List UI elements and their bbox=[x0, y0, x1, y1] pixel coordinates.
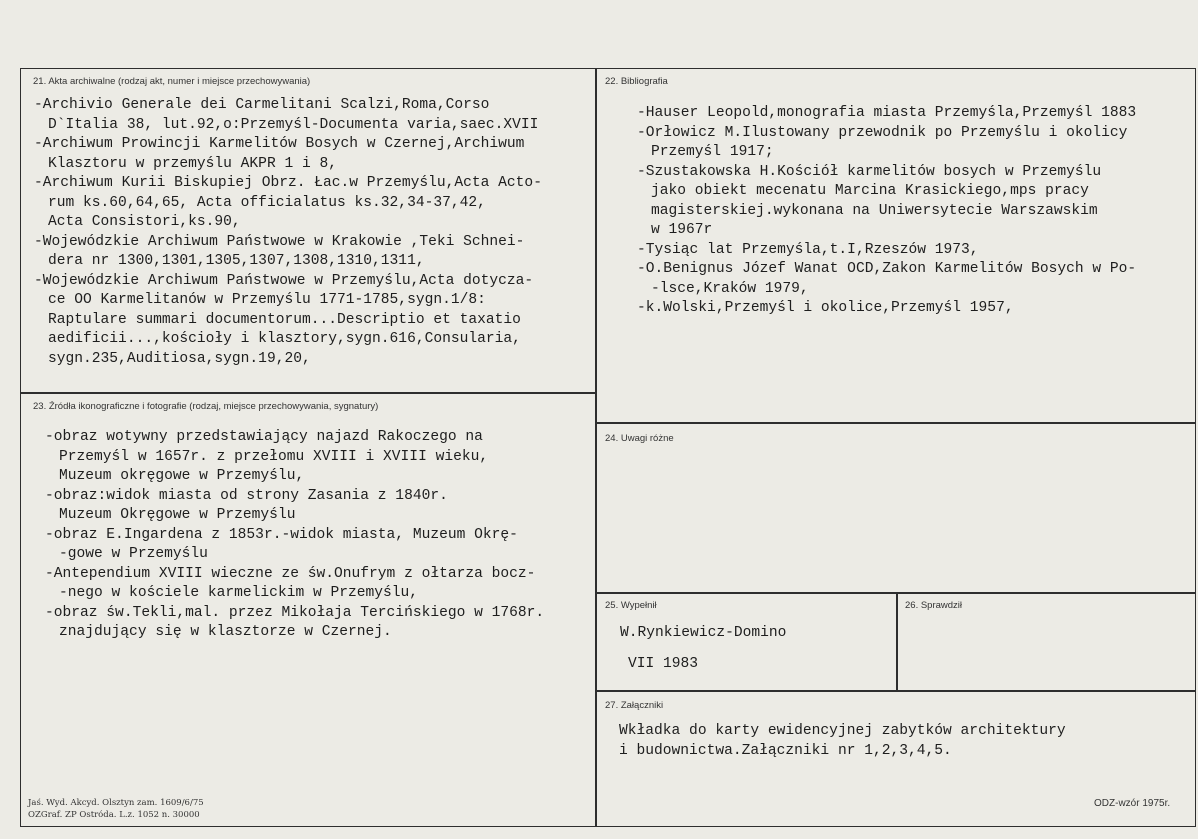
section-25-date: VII 1983 bbox=[628, 656, 699, 672]
text-line: Muzeum Okręgowe w Przemyślu bbox=[59, 507, 296, 523]
section-21-text bbox=[34, 96, 542, 369]
divider-21-23 bbox=[21, 392, 596, 394]
text-line: -Szustakowska H.Kościół karmelitów bosych w Przemyślu bbox=[637, 163, 1102, 180]
divider-22-24 bbox=[596, 422, 1195, 424]
text-line: -Wojewódzkie Archiwum Państwowe w Krakowie ,Teki Schnei- bbox=[34, 233, 525, 250]
text-line: ce OO Karmelitanów w Przemyślu 1771-1785,sygn.1/8: bbox=[48, 292, 486, 308]
text-line: -Orłowicz M.Ilustowany przewodnik po Przemyślu i okolicy bbox=[637, 124, 1128, 141]
section-26-label: 26. Sprawdził bbox=[905, 600, 963, 611]
text-line: aedificii...,kościoły i klasztory,sygn.616,Consularia, bbox=[48, 331, 521, 347]
divider-25-27 bbox=[596, 690, 1195, 692]
section-25-label: 25. Wypełnił bbox=[605, 600, 657, 611]
text-line: -O.Benignus Józef Wanat OCD,Zakon Karmelitów Bosych w Po- bbox=[637, 261, 1137, 277]
text-line: -Archiwum Prowincji Karmelitów Bosych w Czernej,Archiwum bbox=[34, 136, 525, 152]
text-line: Wkładka do karty ewidencyjnej zabytków architektury bbox=[619, 723, 1066, 739]
form-id: ODZ-wzór 1975r. bbox=[1094, 798, 1171, 809]
text-line: -obraz św.Tekli,mal. przez Mikołaja Tercińskiego w 1768r. bbox=[45, 604, 545, 621]
section-23-text bbox=[45, 428, 544, 643]
text-line: -Tysiąc lat Przemyśla,t.I,Rzeszów 1973, bbox=[637, 241, 979, 258]
section-22-text bbox=[637, 104, 1136, 319]
text-line: -k.Wolski,Przemyśl i okolice,Przemyśl 1957, bbox=[637, 300, 1014, 316]
text-line: -obraz E.Ingardena z 1853r.-widok miasta, Muzeum Okrę- bbox=[45, 526, 518, 543]
text-line: -gowe w Przemyślu bbox=[59, 546, 208, 562]
section-23-label: 23. Źródła ikonograficzne i fotografie (rodzaj, miejsce przechowywania, sygnatury) bbox=[33, 401, 379, 412]
text-line: -nego w kościele karmelickim w Przemyślu, bbox=[59, 585, 419, 601]
section-21-label: 21. Akta archiwalne (rodzaj akt, numer i miejsce przechowywania) bbox=[33, 76, 311, 87]
text-line: -obraz:widok miasta od strony Zasania z 1840r. bbox=[45, 487, 448, 504]
text-line: znajdujący się w klasztorze w Czernej. bbox=[59, 624, 392, 640]
text-line: Raptulare summari documentorum...Descriptio et taxatio bbox=[48, 311, 521, 328]
print-info-line-1: Jaś. Wyd. Akcyd. Olsztyn zam. 1609/6/75 bbox=[28, 798, 204, 808]
text-line: -Archivio Generale dei Carmelitani Scalzi,Roma,Corso bbox=[34, 97, 490, 113]
text-line: sygn.235,Auditiosa,sygn.19,20, bbox=[48, 350, 311, 367]
text-line: dera nr 1300,1301,1305,1307,1308,1310,1311, bbox=[48, 253, 425, 269]
text-line: rum ks.60,64,65, Acta officialatus ks.32,34-37,42, bbox=[48, 194, 486, 211]
text-line: -Archiwum Kurii Biskupiej Obrz. Łac.w Przemyślu,Acta Acto- bbox=[34, 175, 542, 191]
text-line: -Antependium XVIII wieczne ze św.Onufrym z ołtarza bocz- bbox=[45, 565, 536, 582]
text-line: Przemyśl 1917; bbox=[651, 144, 774, 160]
text-line: Klasztoru w przemyślu AKPR 1 i 8, bbox=[48, 155, 338, 172]
text-line: Acta Consistori,ks.90, bbox=[48, 214, 241, 230]
text-line: -obraz wotywny przedstawiający najazd Rakoczego na bbox=[45, 429, 483, 445]
text-line: -Wojewódzkie Archiwum Państwowe w Przemyślu,Acta dotycza- bbox=[34, 272, 534, 289]
print-info-line-2: OZGraf. ZP Ostróda. L.z. 1052 n. 30000 bbox=[28, 810, 200, 820]
text-line: magisterskiej.wykonana na Uniwersytecie Warszawskim bbox=[651, 202, 1098, 219]
section-24-label: 24. Uwagi różne bbox=[605, 433, 674, 444]
text-line: i budownictwa.Załączniki nr 1,2,3,4,5. bbox=[619, 742, 952, 759]
section-27-text bbox=[619, 722, 1066, 761]
text-line: Muzeum okręgowe w Przemyślu, bbox=[59, 468, 305, 484]
text-line: Przemyśl w 1657r. z przełomu XVIII i XVIII wieku, bbox=[59, 448, 489, 465]
text-line: D`Italia 38, lut.92,o:Przemyśl-Documenta varia,saec.XVII bbox=[48, 116, 539, 133]
section-22-label: 22. Bibliografia bbox=[605, 76, 668, 87]
divider-25-26 bbox=[896, 592, 898, 691]
section-27-label: 27. Załączniki bbox=[605, 700, 664, 711]
section-25-name: W.Rynkiewicz-Domino bbox=[620, 625, 787, 641]
center-divider bbox=[595, 69, 597, 826]
text-line: jako obiekt mecenatu Marcina Krasickiego,mps pracy bbox=[651, 183, 1089, 199]
text-line: -lsce,Kraków 1979, bbox=[651, 280, 809, 297]
text-line: -Hauser Leopold,monografia miasta Przemyśla,Przemyśl 1883 bbox=[637, 105, 1137, 121]
text-line: w 1967r bbox=[651, 222, 713, 238]
